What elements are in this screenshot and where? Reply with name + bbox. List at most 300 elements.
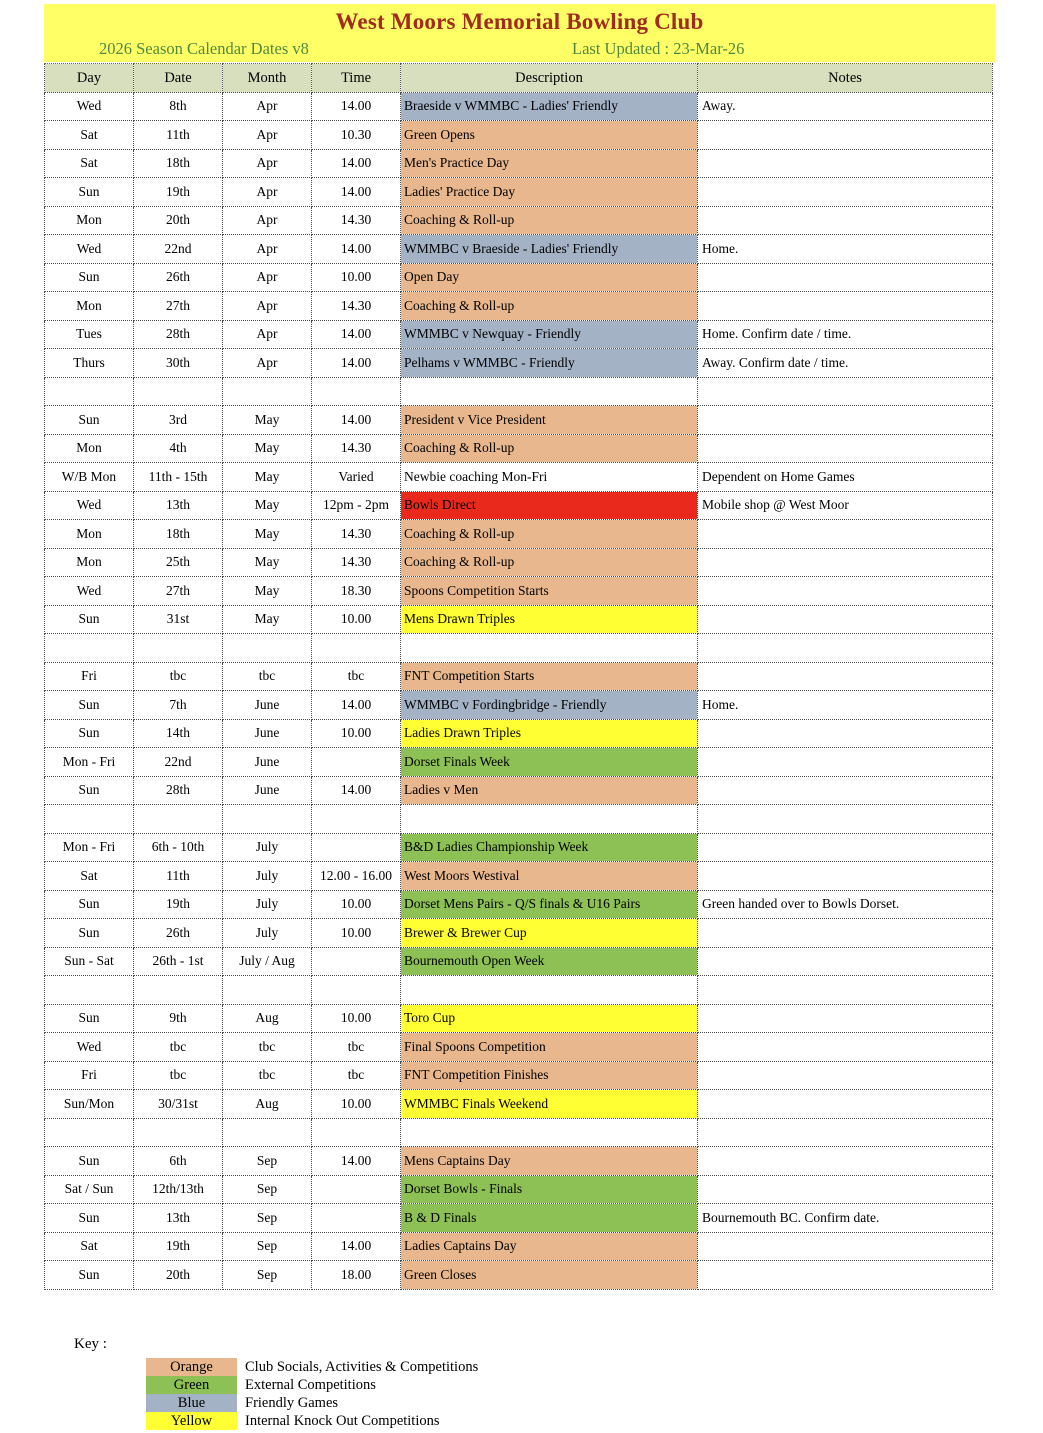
- cell-time: 14.00: [312, 1232, 401, 1261]
- cell-month: May: [223, 577, 312, 606]
- cell-month: tbc: [223, 662, 312, 691]
- cell-day: Sun: [45, 776, 134, 805]
- cell-month: May: [223, 520, 312, 549]
- table-row: [45, 605, 993, 634]
- cell-time: 14.30: [312, 292, 401, 321]
- cell-month: [223, 805, 312, 834]
- cell-date: 8th: [134, 92, 223, 121]
- cell-description: Ladies' Practice Day: [401, 178, 698, 207]
- cell-notes: [698, 149, 993, 178]
- cell-month: July: [223, 862, 312, 891]
- cell-description: Coaching & Roll-up: [401, 292, 698, 321]
- cell-month: tbc: [223, 1061, 312, 1090]
- cell-notes: [698, 406, 993, 435]
- cell-day: Sat / Sun: [45, 1175, 134, 1204]
- cell-description: Open Day: [401, 263, 698, 292]
- table-row: [45, 776, 993, 805]
- cell-date: 19th: [134, 1232, 223, 1261]
- cell-description: President v Vice President: [401, 406, 698, 435]
- table-row: [45, 434, 993, 463]
- cell-description: Coaching & Roll-up: [401, 520, 698, 549]
- cell-month: Aug: [223, 1004, 312, 1033]
- cell-date: 22nd: [134, 748, 223, 777]
- cell-date: 18th: [134, 520, 223, 549]
- cell-time: [312, 1175, 401, 1204]
- column-header-time: Time: [312, 64, 401, 93]
- cell-time: 12.00 - 16.00: [312, 862, 401, 891]
- title-banner: [44, 4, 995, 62]
- cell-month: June: [223, 691, 312, 720]
- cell-description: Bowls Direct: [401, 491, 698, 520]
- cell-notes: [698, 1147, 993, 1176]
- cell-notes: [698, 605, 993, 634]
- cell-day: Wed: [45, 235, 134, 264]
- column-header-month: Month: [223, 64, 312, 93]
- cell-description: [401, 805, 698, 834]
- cell-date: tbc: [134, 1061, 223, 1090]
- cell-day: W/B Mon: [45, 463, 134, 492]
- cell-description: Men's Practice Day: [401, 149, 698, 178]
- table-row: [45, 1232, 993, 1261]
- season-subtitle: 2026 Season Calendar Dates v8: [99, 39, 309, 58]
- cell-description: Ladies Drawn Triples: [401, 719, 698, 748]
- cell-notes: Away. Confirm date / time.: [698, 349, 993, 378]
- cell-date: tbc: [134, 1033, 223, 1062]
- cell-notes: [698, 634, 993, 663]
- cell-time: 18.30: [312, 577, 401, 606]
- table-row: [45, 833, 993, 862]
- cell-day: Wed: [45, 491, 134, 520]
- table-row: [45, 1004, 993, 1033]
- cell-time: 14.30: [312, 434, 401, 463]
- cell-time: 14.00: [312, 92, 401, 121]
- table-row: [45, 1204, 993, 1233]
- cell-notes: [698, 862, 993, 891]
- cell-month: June: [223, 748, 312, 777]
- cell-notes: Home.: [698, 691, 993, 720]
- cell-month: Sep: [223, 1232, 312, 1261]
- table-header: [45, 64, 993, 93]
- cell-date: 22nd: [134, 235, 223, 264]
- table-row: [45, 1261, 993, 1290]
- cell-date: 27th: [134, 292, 223, 321]
- cell-time: [312, 748, 401, 777]
- cell-notes: Mobile shop @ West Moor: [698, 491, 993, 520]
- cell-day: Sun: [45, 178, 134, 207]
- column-header-date: Date: [134, 64, 223, 93]
- cell-day: Fri: [45, 1061, 134, 1090]
- cell-time: [312, 1204, 401, 1233]
- cell-month: May: [223, 434, 312, 463]
- cell-day: Mon: [45, 520, 134, 549]
- cell-date: 13th: [134, 1204, 223, 1233]
- cell-notes: [698, 548, 993, 577]
- cell-date: 7th: [134, 691, 223, 720]
- key-swatch-orange: Orange: [146, 1358, 237, 1376]
- cell-day: [45, 634, 134, 663]
- cell-notes: [698, 1175, 993, 1204]
- cell-month: July / Aug: [223, 947, 312, 976]
- cell-day: Mon: [45, 292, 134, 321]
- cell-time: [312, 377, 401, 406]
- cell-day: Sun: [45, 263, 134, 292]
- cell-time: 10.00: [312, 890, 401, 919]
- cell-description: Dorset Finals Week: [401, 748, 698, 777]
- cell-description: Toro Cup: [401, 1004, 698, 1033]
- cell-time: [312, 833, 401, 862]
- cell-notes: [698, 1090, 993, 1119]
- cell-description: Mens Captains Day: [401, 1147, 698, 1176]
- cell-time: tbc: [312, 1033, 401, 1062]
- cell-month: Apr: [223, 263, 312, 292]
- table-row: [45, 320, 993, 349]
- cell-month: [223, 634, 312, 663]
- cell-month: May: [223, 605, 312, 634]
- cell-month: Apr: [223, 292, 312, 321]
- cell-day: Mon: [45, 434, 134, 463]
- cell-month: Apr: [223, 149, 312, 178]
- cell-date: 19th: [134, 890, 223, 919]
- key-description: External Competitions: [245, 1377, 376, 1393]
- cell-notes: Green handed over to Bowls Dorset.: [698, 890, 993, 919]
- cell-description: Newbie coaching Mon-Fri: [401, 463, 698, 492]
- cell-notes: [698, 121, 993, 150]
- cell-day: [45, 377, 134, 406]
- cell-description: Green Closes: [401, 1261, 698, 1290]
- column-header-day: Day: [45, 64, 134, 93]
- cell-notes: [698, 833, 993, 862]
- cell-description: WMMBC v Fordingbridge - Friendly: [401, 691, 698, 720]
- cell-notes: [698, 662, 993, 691]
- cell-day: Wed: [45, 1033, 134, 1062]
- table-row: [45, 206, 993, 235]
- cell-time: tbc: [312, 1061, 401, 1090]
- table-row: [45, 520, 993, 549]
- cell-time: 12pm - 2pm: [312, 491, 401, 520]
- cell-month: July: [223, 833, 312, 862]
- table-row: [45, 149, 993, 178]
- key-row: [146, 1376, 478, 1394]
- cell-notes: [698, 1033, 993, 1062]
- cell-description: FNT Competition Finishes: [401, 1061, 698, 1090]
- cell-description: FNT Competition Starts: [401, 662, 698, 691]
- cell-description: WMMBC v Newquay - Friendly: [401, 320, 698, 349]
- cell-date: 20th: [134, 1261, 223, 1290]
- cell-description: B&D Ladies Championship Week: [401, 833, 698, 862]
- cell-description: WMMBC Finals Weekend: [401, 1090, 698, 1119]
- cell-notes: [698, 1004, 993, 1033]
- cell-day: [45, 1118, 134, 1147]
- cell-day: Sun: [45, 406, 134, 435]
- cell-month: Sep: [223, 1261, 312, 1290]
- key-description: Club Socials, Activities & Competitions: [245, 1359, 479, 1375]
- cell-day: Mon - Fri: [45, 748, 134, 777]
- table-row: [45, 947, 993, 976]
- cell-day: Sat: [45, 149, 134, 178]
- cell-date: 30th: [134, 349, 223, 378]
- table-row: [45, 1090, 993, 1119]
- cell-date: 11th: [134, 862, 223, 891]
- cell-day: Sun: [45, 1147, 134, 1176]
- cell-date: 12th/13th: [134, 1175, 223, 1204]
- cell-month: [223, 1118, 312, 1147]
- cell-time: 14.00: [312, 776, 401, 805]
- cell-date: 13th: [134, 491, 223, 520]
- cell-notes: [698, 805, 993, 834]
- table-row: [45, 577, 993, 606]
- cell-date: 4th: [134, 434, 223, 463]
- cell-date: [134, 377, 223, 406]
- cell-month: Sep: [223, 1204, 312, 1233]
- cell-description: Dorset Bowls - Finals: [401, 1175, 698, 1204]
- cell-description: Final Spoons Competition: [401, 1033, 698, 1062]
- cell-description: [401, 1118, 698, 1147]
- table-row: [45, 406, 993, 435]
- cell-date: 27th: [134, 577, 223, 606]
- cell-day: Sat: [45, 1232, 134, 1261]
- cell-day: Sat: [45, 862, 134, 891]
- table-row: [45, 548, 993, 577]
- cell-date: 26th: [134, 263, 223, 292]
- cell-notes: Home. Confirm date / time.: [698, 320, 993, 349]
- last-updated-label: Last Updated : 23-Mar-26: [572, 39, 745, 58]
- cell-date: 28th: [134, 776, 223, 805]
- table-row: [45, 1061, 993, 1090]
- cell-day: Wed: [45, 577, 134, 606]
- cell-time: 14.30: [312, 206, 401, 235]
- cell-month: Apr: [223, 178, 312, 207]
- key-description: Friendly Games: [245, 1395, 339, 1411]
- key-swatch-yellow: Yellow: [146, 1412, 237, 1430]
- cell-notes: [698, 434, 993, 463]
- cell-date: [134, 976, 223, 1005]
- cell-date: 6th: [134, 1147, 223, 1176]
- cell-date: 30/31st: [134, 1090, 223, 1119]
- cell-notes: [698, 206, 993, 235]
- cell-month: [223, 377, 312, 406]
- cell-description: Braeside v WMMBC - Ladies' Friendly: [401, 92, 698, 121]
- cell-time: 14.30: [312, 520, 401, 549]
- calendar-table: [44, 63, 993, 1290]
- cell-date: tbc: [134, 662, 223, 691]
- table-row: [45, 919, 993, 948]
- table-row: [45, 662, 993, 691]
- cell-notes: [698, 577, 993, 606]
- cell-time: Varied: [312, 463, 401, 492]
- cell-date: 11th: [134, 121, 223, 150]
- table-row: [45, 691, 993, 720]
- cell-notes: [698, 263, 993, 292]
- cell-description: Green Opens: [401, 121, 698, 150]
- key-row: [146, 1358, 478, 1376]
- cell-month: May: [223, 406, 312, 435]
- cell-date: 26th - 1st: [134, 947, 223, 976]
- cell-time: 10.30: [312, 121, 401, 150]
- cell-description: [401, 377, 698, 406]
- cell-date: 9th: [134, 1004, 223, 1033]
- cell-month: Apr: [223, 235, 312, 264]
- cell-description: Coaching & Roll-up: [401, 206, 698, 235]
- cell-time: 10.00: [312, 263, 401, 292]
- cell-description: Coaching & Roll-up: [401, 548, 698, 577]
- table-row: [45, 1147, 993, 1176]
- cell-month: Sep: [223, 1147, 312, 1176]
- cell-notes: [698, 1232, 993, 1261]
- cell-date: 19th: [134, 178, 223, 207]
- cell-date: 25th: [134, 548, 223, 577]
- cell-month: Apr: [223, 206, 312, 235]
- cell-month: July: [223, 919, 312, 948]
- cell-month: tbc: [223, 1033, 312, 1062]
- table-row: [45, 121, 993, 150]
- cell-date: 26th: [134, 919, 223, 948]
- cell-time: [312, 634, 401, 663]
- cell-notes: [698, 976, 993, 1005]
- cell-time: 14.00: [312, 320, 401, 349]
- cell-time: 14.00: [312, 349, 401, 378]
- cell-day: Sun: [45, 1204, 134, 1233]
- cell-description: Dorset Mens Pairs - Q/S finals & U16 Pairs: [401, 890, 698, 919]
- cell-day: Tues: [45, 320, 134, 349]
- spacer-row: [45, 1118, 993, 1147]
- cell-day: Sun: [45, 719, 134, 748]
- cell-time: 14.00: [312, 235, 401, 264]
- cell-month: Apr: [223, 349, 312, 378]
- cell-day: Mon - Fri: [45, 833, 134, 862]
- cell-description: West Moors Westival: [401, 862, 698, 891]
- spacer-row: [45, 634, 993, 663]
- cell-notes: [698, 719, 993, 748]
- cell-day: Sun: [45, 691, 134, 720]
- column-header-description: Description: [401, 64, 698, 93]
- cell-description: [401, 976, 698, 1005]
- table-row: [45, 235, 993, 264]
- cell-date: 11th - 15th: [134, 463, 223, 492]
- cell-time: [312, 976, 401, 1005]
- key-label: Key :: [74, 1336, 107, 1352]
- cell-notes: [698, 292, 993, 321]
- header-row: [45, 64, 993, 93]
- cell-time: 14.00: [312, 149, 401, 178]
- cell-date: 14th: [134, 719, 223, 748]
- key-swatch-green: Green: [146, 1376, 237, 1394]
- cell-notes: [698, 1061, 993, 1090]
- cell-time: 14.00: [312, 691, 401, 720]
- cell-time: [312, 1118, 401, 1147]
- table-row: [45, 263, 993, 292]
- cell-description: Ladies v Men: [401, 776, 698, 805]
- cell-date: 3rd: [134, 406, 223, 435]
- table-row: [45, 349, 993, 378]
- table-row: [45, 1033, 993, 1062]
- cell-date: 20th: [134, 206, 223, 235]
- cell-month: Apr: [223, 92, 312, 121]
- club-title: West Moors Memorial Bowling Club: [335, 9, 704, 34]
- cell-month: Sep: [223, 1175, 312, 1204]
- cell-month: May: [223, 463, 312, 492]
- cell-notes: [698, 776, 993, 805]
- cell-day: [45, 976, 134, 1005]
- cell-time: 14.00: [312, 178, 401, 207]
- cell-time: 10.00: [312, 919, 401, 948]
- cell-day: Thurs: [45, 349, 134, 378]
- cell-day: Sun: [45, 890, 134, 919]
- column-header-notes: Notes: [698, 64, 993, 93]
- cell-time: [312, 947, 401, 976]
- table-row: [45, 862, 993, 891]
- cell-time: 10.00: [312, 605, 401, 634]
- cell-description: Bournemouth Open Week: [401, 947, 698, 976]
- spacer-row: [45, 976, 993, 1005]
- cell-month: Apr: [223, 320, 312, 349]
- cell-notes: [698, 947, 993, 976]
- cell-day: Sun - Sat: [45, 947, 134, 976]
- cell-day: Sun: [45, 1004, 134, 1033]
- cell-day: Sat: [45, 121, 134, 150]
- cell-time: 10.00: [312, 1004, 401, 1033]
- cell-notes: [698, 748, 993, 777]
- cell-description: B & D Finals: [401, 1204, 698, 1233]
- cell-notes: [698, 178, 993, 207]
- table-row: [45, 719, 993, 748]
- cell-time: 14.00: [312, 406, 401, 435]
- cell-day: [45, 805, 134, 834]
- cell-description: Spoons Competition Starts: [401, 577, 698, 606]
- cell-time: 10.00: [312, 1090, 401, 1119]
- cell-time: [312, 805, 401, 834]
- cell-day: Sun: [45, 605, 134, 634]
- table-row: [45, 890, 993, 919]
- key-swatch-blue: Blue: [146, 1394, 237, 1412]
- cell-notes: [698, 919, 993, 948]
- key-table: [146, 1358, 478, 1430]
- cell-month: May: [223, 491, 312, 520]
- cell-date: 31st: [134, 605, 223, 634]
- cell-description: Pelhams v WMMBC - Friendly: [401, 349, 698, 378]
- cell-date: [134, 634, 223, 663]
- cell-month: June: [223, 776, 312, 805]
- cell-notes: [698, 1118, 993, 1147]
- cell-date: [134, 1118, 223, 1147]
- cell-time: 14.30: [312, 548, 401, 577]
- cell-time: tbc: [312, 662, 401, 691]
- cell-day: Sun/Mon: [45, 1090, 134, 1119]
- table-row: [45, 1175, 993, 1204]
- cell-month: Aug: [223, 1090, 312, 1119]
- table-row: [45, 178, 993, 207]
- cell-month: Apr: [223, 121, 312, 150]
- key-row: [146, 1394, 478, 1412]
- cell-notes: [698, 520, 993, 549]
- cell-date: 28th: [134, 320, 223, 349]
- cell-month: May: [223, 548, 312, 577]
- cell-notes: Away.: [698, 92, 993, 121]
- cell-day: Wed: [45, 92, 134, 121]
- key-row: [146, 1412, 478, 1430]
- cell-time: 18.00: [312, 1261, 401, 1290]
- cell-day: Sun: [45, 1261, 134, 1290]
- cell-date: [134, 805, 223, 834]
- table-row: [45, 463, 993, 492]
- cell-date: 6th - 10th: [134, 833, 223, 862]
- table-row: [45, 748, 993, 777]
- cell-time: 14.00: [312, 1147, 401, 1176]
- spacer-row: [45, 805, 993, 834]
- cell-description: [401, 634, 698, 663]
- cell-description: WMMBC v Braeside - Ladies' Friendly: [401, 235, 698, 264]
- table-row: [45, 92, 993, 121]
- table-row: [45, 491, 993, 520]
